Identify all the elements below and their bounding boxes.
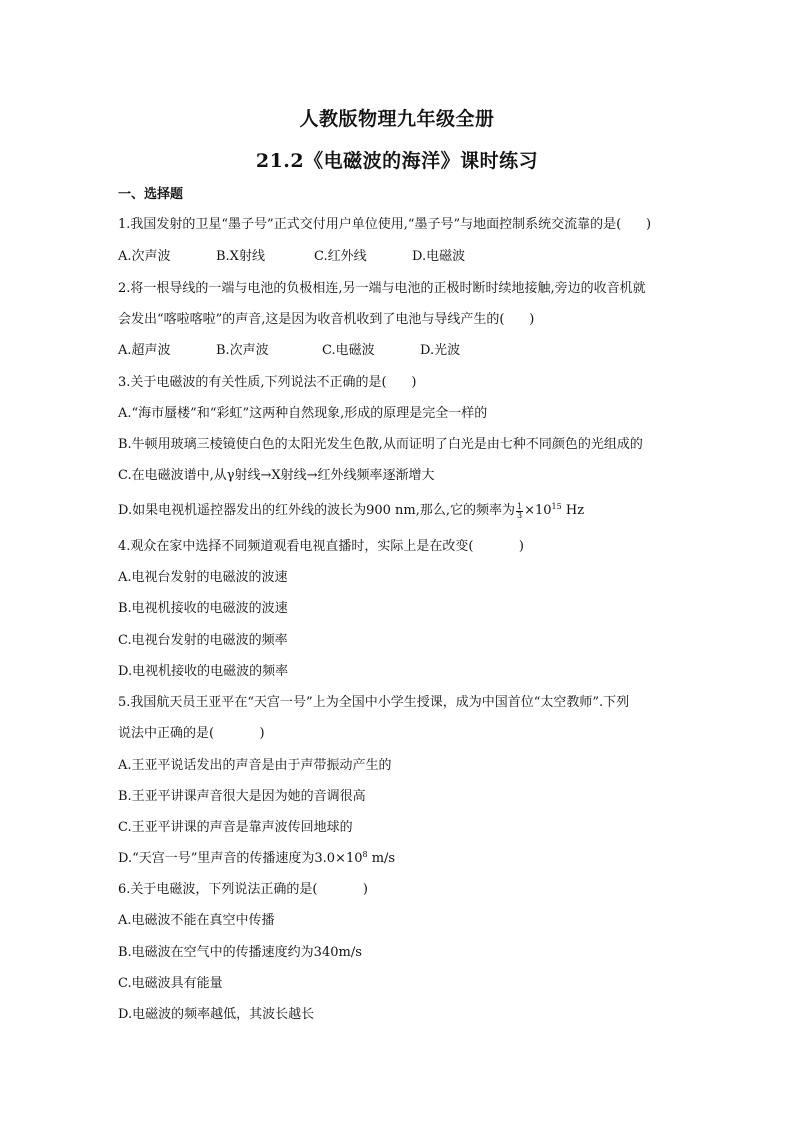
- q6-option-b: B.电磁波在空气中的传播速度约为340m/s: [118, 945, 362, 960]
- q4-option-a: A.电视台发射的电磁波的波速: [118, 570, 288, 585]
- question-1-stem: 1.我国发射的卫星“墨子号”正式交付用户单位使用,“墨子号”与地面控制系统交流靠的是( ): [118, 217, 652, 232]
- q2-option-c: C.电磁波: [322, 343, 375, 358]
- document-subtitle: 21.2《电磁波的海洋》课时练习: [255, 150, 539, 172]
- question-2-stem-line-2: 会发出“喀啦喀啦”的声音,这是因为收音机收到了电池与导线产生的( ): [118, 312, 535, 327]
- question-5-stem-line-2: 说法中正确的是( ): [118, 726, 265, 741]
- q4-option-c: C.电视台发射的电磁波的频率: [118, 633, 288, 648]
- q4-option-d: D.电视机接收的电磁波的频率: [118, 664, 289, 679]
- question-4-stem: 4.观众在家中选择不同频道观看电视直播时，实际上是在改变( ): [118, 539, 525, 554]
- q3-option-d: D.如果电视机遥控器发出的红外线的波长为900 nm,那么,它的频率为 $\frac{1}{3}$ $\times 10^{15}$ Hz: [118, 502, 585, 520]
- q3-option-c: C.在电磁波谱中,从γ射线→X射线→红外线频率逐渐增大: [118, 468, 435, 483]
- q6-option-d: D.电磁波的频率越低，其波长越长: [118, 1007, 315, 1022]
- q1-option-c: C.红外线: [314, 249, 367, 264]
- q1-option-b: B.X射线: [216, 249, 265, 264]
- q3-option-b: B.牛顿用玻璃三棱镜使白色的太阳光发生色散,从而证明了白光是由七种不同颜色的光组成的: [118, 437, 643, 452]
- q6-option-a: A.电磁波不能在真空中传播: [118, 913, 275, 928]
- question-5-stem-line-1: 5.我国航天员王亚平在“天宫一号”上为全国中小学生授课，成为中国首位“太空教师”.下列: [118, 695, 630, 710]
- section-heading: 一、选择题: [118, 187, 184, 202]
- q5-option-b: B.王亚平讲课声音很大是因为她的音调很高: [118, 789, 366, 804]
- q5-option-c: C.王亚平讲课的声音是靠声波传回地球的: [118, 820, 353, 835]
- fraction-one-third: $\frac{1}{3}$: [517, 502, 523, 520]
- q2-option-d: D.光波: [420, 343, 461, 358]
- question-2-stem-line-1: 2.将一根导线的一端与电池的负极相连,另一端与电池的正极时断时续地接触,旁边的收音机就: [118, 281, 646, 296]
- question-1-options: [118, 248, 465, 266]
- document-title: 人教版物理九年级全册: [299, 108, 495, 130]
- q1-option-a: A.次声波: [118, 249, 171, 264]
- q5-option-d: D.“天宫一号”里声音的传播速度为$3.0\times 10^8$ m/s: [118, 850, 396, 866]
- q5-option-a: A.王亚平说话发出的声音是由于声带振动产生的: [118, 758, 392, 773]
- q1-option-d: D.电磁波: [412, 249, 466, 264]
- question-6-stem: 6.关于电磁波，下列说法正确的是( ): [118, 882, 369, 897]
- q4-option-b: B.电视机接收的电磁波的波速: [118, 601, 288, 616]
- question-2-options: [118, 342, 460, 360]
- q2-option-a: A.超声波: [118, 343, 171, 358]
- q2-option-b: B.次声波: [216, 343, 269, 358]
- question-3-stem: 3.关于电磁波的有关性质,下列说法不正确的是( ): [118, 375, 417, 390]
- q3-option-a: A.“海市蜃楼”和“彩虹”这两种自然现象,形成的原理是完全一样的: [118, 406, 488, 421]
- q6-option-c: C.电磁波具有能量: [118, 976, 223, 991]
